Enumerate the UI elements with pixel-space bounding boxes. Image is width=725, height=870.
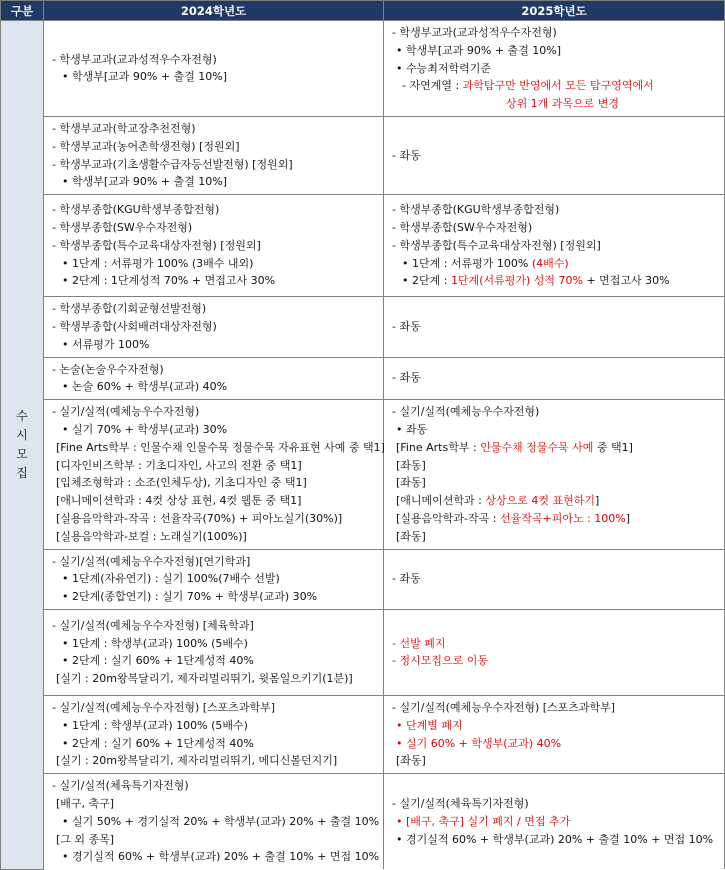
line-text: - 학생부종합(기회균형선발전형)	[52, 302, 207, 316]
line-text: - 좌동	[392, 371, 421, 385]
cell-2025	[384, 609, 725, 695]
left-line	[52, 813, 380, 831]
left-line	[52, 336, 377, 354]
line-text: [배구, 축구]	[56, 796, 115, 810]
cell-2024	[44, 297, 384, 357]
right-line	[392, 201, 718, 219]
right-line	[392, 813, 718, 831]
line-text: - 학생부교과(학교장추천전형)	[52, 121, 196, 135]
line-text: • 학생부[교과 90% + 출결 10%]	[62, 70, 228, 84]
changed-text: 상위 1개 과목으로 변경	[505, 97, 620, 111]
line-text: • 1단계 : 학생부(교과) 100% (5배수)	[62, 718, 248, 732]
left-line	[52, 735, 377, 753]
right-line	[392, 272, 718, 290]
line-text: • 2단계 :	[402, 274, 451, 288]
right-line	[392, 24, 718, 42]
right-line	[392, 457, 718, 475]
line-text: • 1단계 : 서류평가 100%	[402, 256, 532, 270]
category-label: 수시모집	[16, 408, 28, 480]
right-line	[392, 421, 718, 439]
line-text: - 학생부종합(KGU학생부종합전형)	[52, 203, 220, 217]
cell-2025	[384, 774, 725, 869]
changed-text: (4배수)	[531, 256, 569, 270]
line-text: - 학생부종합(특수교육대상자전형) [정원외]	[392, 238, 601, 252]
left-line	[52, 68, 377, 86]
line-text: [Fine Arts학부 :	[396, 440, 481, 454]
line-text: [실용음악학과-작곡 :	[396, 511, 500, 525]
line-text: - 학생부교과(기초생활수급자등선발전형) [정원외]	[52, 157, 293, 171]
line-text: • 실기 70% + 학생부(교과) 30%	[62, 422, 228, 436]
line-text: [그 외 종목]	[56, 832, 115, 846]
line-text: • 학생부[교과 90% + 출결 10%]	[62, 175, 228, 189]
left-line	[52, 588, 377, 606]
line-text: [애니메이션학과 :	[396, 494, 486, 508]
line-text: - 실기/실적(예체능우수자전형) [스포츠과학부]	[52, 700, 276, 714]
cell-2025	[384, 549, 725, 609]
table-row	[1, 695, 725, 773]
left-line	[52, 421, 377, 439]
line-text: • 좌동	[396, 422, 428, 436]
right-line	[392, 369, 718, 387]
left-line	[52, 300, 377, 318]
left-line	[52, 237, 377, 255]
line-text: - 학생부종합(KGU학생부종합전형)	[392, 203, 560, 217]
line-text: - 좌동	[392, 319, 421, 333]
left-line	[52, 831, 377, 849]
cell-2024	[44, 116, 384, 194]
header-category: 구분	[1, 1, 44, 21]
changed-text: • 실기 60% + 학생부(교과) 40%	[396, 736, 562, 750]
line-text: • 서류평가 100%	[62, 337, 150, 351]
left-line	[52, 201, 377, 219]
line-text: [Fine Arts학부 : 인물수채 인물수묵 정물수묵 자유표현 사예 중 택1]	[56, 440, 385, 454]
right-line	[392, 219, 718, 237]
cell-2025	[384, 357, 725, 400]
line-text: - 학생부교과(교과성적우수자전형)	[392, 26, 557, 39]
line-text: - 실기/실적(예체능우수자전형)	[52, 405, 200, 419]
table-row	[1, 195, 725, 297]
left-line	[52, 361, 377, 379]
right-line	[392, 403, 718, 421]
left-line	[52, 570, 377, 588]
cell-2024	[44, 609, 384, 695]
table-row	[1, 774, 725, 869]
line-text: [실용음악학과-보컬 : 노래실기(100%)]	[56, 529, 247, 543]
cell-2025	[384, 116, 725, 194]
line-text: [실용음악학과-작곡 : 선율작곡(70%) + 피아노실기(30%)]	[56, 511, 343, 525]
line-text: - 실기/실적(예체능우수자전형) [체육학과]	[52, 618, 254, 632]
line-text: • 경기실적 60% + 학생부(교과) 20% + 출결 10% + 면접 10%	[62, 850, 380, 864]
left-line	[52, 670, 377, 688]
cell-2025	[384, 195, 725, 297]
changed-text: • [배구, 축구] 실기 폐지 / 면접 추가	[396, 814, 571, 828]
line-text: - 논술(논술우수자전형)	[52, 362, 164, 376]
line-text: 중 택1]	[593, 440, 633, 454]
line-text: • 실기 50% + 경기실적 20% + 학생부(교과) 20% + 출결 10%	[62, 814, 380, 828]
right-line	[392, 492, 718, 510]
left-line	[52, 173, 377, 191]
right-line	[392, 795, 718, 813]
changed-text: 과학탐구만 반영에서 모든 탐구영역에서	[462, 79, 654, 93]
right-line	[392, 95, 718, 113]
left-line	[52, 255, 377, 273]
line-text: • 학생부[교과 90% + 출결 10%]	[396, 43, 562, 57]
left-line	[52, 848, 380, 866]
line-text: • 2단계 : 실기 60% + 1단계성적 40%	[62, 654, 254, 668]
line-text: - 자연계열 :	[402, 79, 463, 93]
left-line	[52, 492, 377, 510]
header-2024: 2024학년도	[44, 1, 384, 21]
right-line	[392, 318, 718, 336]
left-line	[52, 51, 377, 69]
changed-text: 1단계(서류평가) 성적 70%	[450, 274, 583, 288]
line-text: - 학생부종합(SW우수자전형)	[392, 220, 533, 234]
left-line	[52, 156, 377, 174]
right-line	[392, 147, 718, 165]
left-line	[52, 699, 377, 717]
left-line	[52, 457, 377, 475]
right-line	[392, 699, 718, 717]
cell-2024	[44, 357, 384, 400]
left-line	[52, 318, 377, 336]
line-text: ]	[625, 511, 631, 525]
left-line	[52, 528, 377, 546]
left-line	[52, 777, 377, 795]
right-line	[392, 528, 718, 546]
changed-text: - 정시모집으로 이동	[392, 654, 488, 668]
cell-2024	[44, 695, 384, 773]
line-text: - 학생부종합(특수교육대상자전형) [정원외]	[52, 238, 261, 252]
header-2025: 2025학년도	[384, 1, 725, 21]
line-text: [디자인비즈학부 : 기초디자인, 사고의 전환 중 택1]	[56, 458, 302, 472]
right-line	[392, 510, 718, 528]
right-line	[392, 42, 718, 60]
table-row	[1, 549, 725, 609]
line-text: [실기 : 20m왕복달리기, 제자리멀리뛰기, 윗몸일으키기(1분)]	[56, 672, 353, 686]
table-row	[1, 357, 725, 400]
left-line	[52, 617, 377, 635]
line-text: - 실기/실적(예체능우수자전형) [스포츠과학부]	[392, 700, 616, 714]
right-line	[392, 752, 718, 770]
right-line	[392, 570, 718, 588]
line-text: [입체조형학과 : 소조(인체두상), 기초디자인 중 택1]	[56, 476, 307, 490]
line-text: ]	[595, 494, 600, 508]
right-line	[392, 474, 718, 492]
changed-text: 선율작곡+피아노 : 100%	[499, 511, 626, 525]
left-line	[52, 378, 377, 396]
right-line	[392, 439, 718, 457]
header-row	[1, 1, 725, 21]
cell-2025	[384, 297, 725, 357]
line-text: • 1단계 : 서류평가 100% (3배수 내외)	[62, 256, 254, 270]
line-text: [좌동]	[396, 529, 426, 543]
right-line	[392, 635, 718, 653]
table-row	[1, 297, 725, 357]
left-line	[52, 219, 377, 237]
line-text: + 면접고사 30%	[582, 274, 670, 288]
right-line	[392, 735, 718, 753]
line-text: - 학생부종합(사회배려대상자전형)	[52, 319, 217, 333]
left-line	[52, 635, 377, 653]
right-line	[392, 60, 718, 78]
left-line	[52, 553, 377, 571]
line-text: • 논술 60% + 학생부(교과) 40%	[62, 380, 228, 394]
cell-2024	[44, 21, 384, 117]
changed-text: • 단계별 폐지	[396, 718, 463, 732]
line-text: - 학생부교과(교과성적우수자전형)	[52, 52, 217, 66]
left-line	[52, 717, 377, 735]
line-text: • 1단계 : 학생부(교과) 100% (5배수)	[62, 636, 248, 650]
line-text: • 2단계(종합연기) : 실기 70% + 학생부(교과) 30%	[62, 590, 318, 604]
line-text: - 실기/실적(체육특기자전형)	[392, 796, 529, 810]
cell-2024	[44, 400, 384, 549]
changed-text: 상상으로 4컷 표현하기	[485, 494, 595, 508]
left-line	[52, 138, 377, 156]
line-text: • 1단계(자유연기) : 실기 100%(7배수 선발)	[62, 572, 280, 586]
line-text: [좌동]	[396, 754, 426, 768]
line-text: - 학생부교과(농어촌학생전형) [정원외]	[52, 139, 240, 153]
line-text: - 학생부종합(SW우수자전형)	[52, 220, 193, 234]
line-text: [좌동]	[396, 458, 426, 472]
line-text: • 2단계 : 실기 60% + 1단계성적 40%	[62, 736, 254, 750]
left-line	[52, 795, 377, 813]
table-row	[1, 21, 725, 117]
right-line	[392, 717, 718, 735]
line-text: - 실기/실적(예체능우수자전형)	[392, 405, 540, 419]
category-cell	[1, 21, 44, 870]
cell-2024	[44, 774, 384, 869]
cell-2024	[44, 195, 384, 297]
changed-text: 인물수채 정물수묵 사예	[480, 440, 594, 454]
line-text: - 좌동	[392, 572, 421, 586]
line-text: - 실기/실적(예체능우수자전형)[연기학과]	[52, 554, 251, 568]
right-line	[392, 77, 718, 95]
line-text: - 좌동	[392, 148, 421, 162]
left-line	[52, 652, 377, 670]
left-line	[52, 272, 377, 290]
line-text: • 경기실적 60% + 학생부(교과) 20% + 출결 10% + 면접 10%	[396, 832, 714, 846]
cell-2025	[384, 695, 725, 773]
right-line	[392, 237, 718, 255]
left-line	[52, 439, 385, 457]
right-line	[392, 831, 718, 849]
left-line	[52, 403, 377, 421]
left-line	[52, 120, 377, 138]
changed-text: - 선발 폐지	[392, 636, 446, 650]
line-text: [애니메이션학과 : 4컷 상상 표현, 4컷 웹툰 중 택1]	[56, 494, 302, 508]
cell-2025	[384, 21, 725, 117]
left-line	[52, 510, 377, 528]
line-text: • 수능최저학력기준	[396, 61, 491, 75]
line-text: [실기 : 20m왕복달리기, 제자리멀리뛰기, 메디신볼던지기]	[56, 754, 338, 768]
line-text: • 2단계 : 1단계성적 70% + 면접고사 30%	[62, 274, 276, 288]
table-row	[1, 116, 725, 194]
line-text: [좌동]	[396, 476, 426, 490]
right-line	[392, 255, 718, 273]
table-row	[1, 400, 725, 549]
right-line	[392, 652, 718, 670]
line-text: - 실기/실적(체육특기자전형)	[52, 779, 189, 793]
left-line	[52, 474, 377, 492]
table-row	[1, 609, 725, 695]
left-line	[52, 752, 377, 770]
cell-2025	[384, 400, 725, 549]
cell-2024	[44, 549, 384, 609]
